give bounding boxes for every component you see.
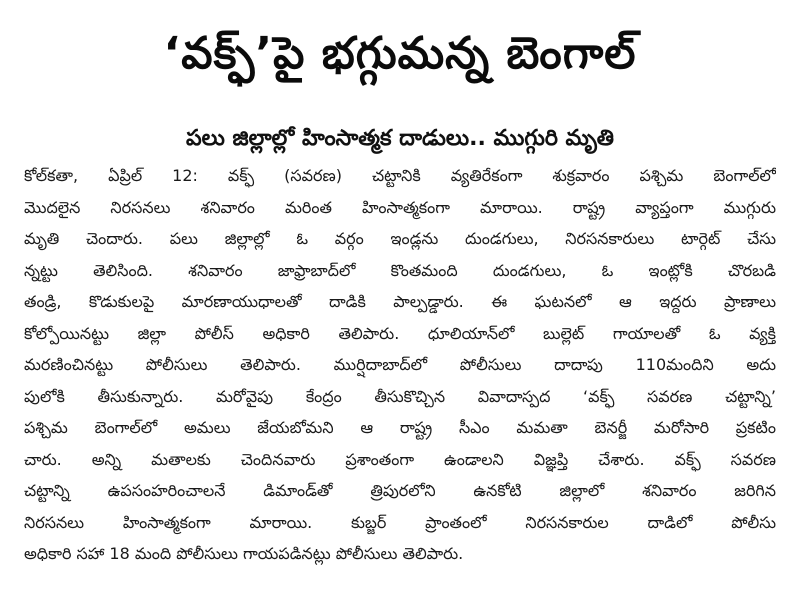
body-line: పశ్చిమ బెంగాల్‌లో అమలు జేయబోమని ఆ రాష్ట్ర సీఎం మమతా బెనర్జీ మరోసారి ప్రకటిం xyxy=(24,418,776,437)
body-line: న్నట్టు తెలిసింది. శనివారం జాఫ్రాబాద్‌లో కొంతమంది దుండగులు, ఓ ఇంట్లోకి చొరబడి xyxy=(24,260,776,280)
body-line: చారు. అన్ని మతాలకు చెందినవారు ప్రశాంతంగా ఉండాలని విజ్ఞప్తి చేశారు. వక్ఫ్ సవరణ xyxy=(24,449,776,469)
body-line: మృతి చెందారు. పలు జిల్లాల్లో ఓ వర్గం ఇండ్లను దుండగులు, నిరసనకారులు టార్గెట్ చేసు xyxy=(24,229,776,248)
body-line: మొదలైన నిరసనలు శనివారం మరింత హింసాత్మకంగా మారాయి. రాష్ట్ర వ్యాప్తంగా ముగ్గురు xyxy=(24,197,776,217)
subheadline: పలు జిల్లాల్లో హింసాత్మక దాడులు.. ముగ్గురి మృతి xyxy=(186,126,614,151)
body-line: మరణించినట్టు పోలీసులు తెలిపారు. ముర్షిదాబాద్‌లో పోలీసులు దాదాపు 110మందిని అదు xyxy=(24,355,776,374)
headline: ‘వక్ఫ్’పై భగ్గుమన్న బెంగాల్ xyxy=(163,28,637,79)
body-line: నిరసనలు హింసాత్మకంగా మారాయి. కుబ్జర్ ప్రాంతంలో నిరసనకారుల దాడిలో పోలీసు xyxy=(24,512,776,532)
body-line: కోల్పోయినట్టు జిల్లా పోలీస్ అధికారి తెలిపారు. ధూలియాన్‌లో బుల్లెట్ గాయాలతో ఓ వ్యక్తి xyxy=(24,323,776,343)
body-line: కోల్‌కతా, ఏప్రిల్ 12: వక్ఫ్ (సవరణ) చట్టానికి వ్యతిరేకంగా శుక్రవారం పశ్చిమ బెంగాల్‌లో xyxy=(24,166,776,185)
article-body xyxy=(24,160,776,570)
body-line: తండ్రి, కొడుకులపై మారణాయుధాలతో దాడికి పాల్పడ్డారు. ఈ ఘటనలో ఆ ఇద్దరు ప్రాణాలు xyxy=(24,292,776,311)
body-line: చట్టాన్ని ఉపసంహరించాలనే డిమాండ్‌తో త్రిపురలోని ఉనకోటి జిల్లాలో శనివారం జరిగిన xyxy=(24,481,776,500)
body-line: పులోకి తీసుకున్నారు. మరోవైపు కేంద్రం తీసుకొచ్చిన వివాదాస్పద ‘వక్ఫ్ సవరణ చట్టాన్ని’ xyxy=(24,386,776,406)
body-line-last: అధికారి సహా 18 మంది పోలీసులు గాయపడినట్లు పోలీసులు తెలిపారు. xyxy=(24,544,464,563)
